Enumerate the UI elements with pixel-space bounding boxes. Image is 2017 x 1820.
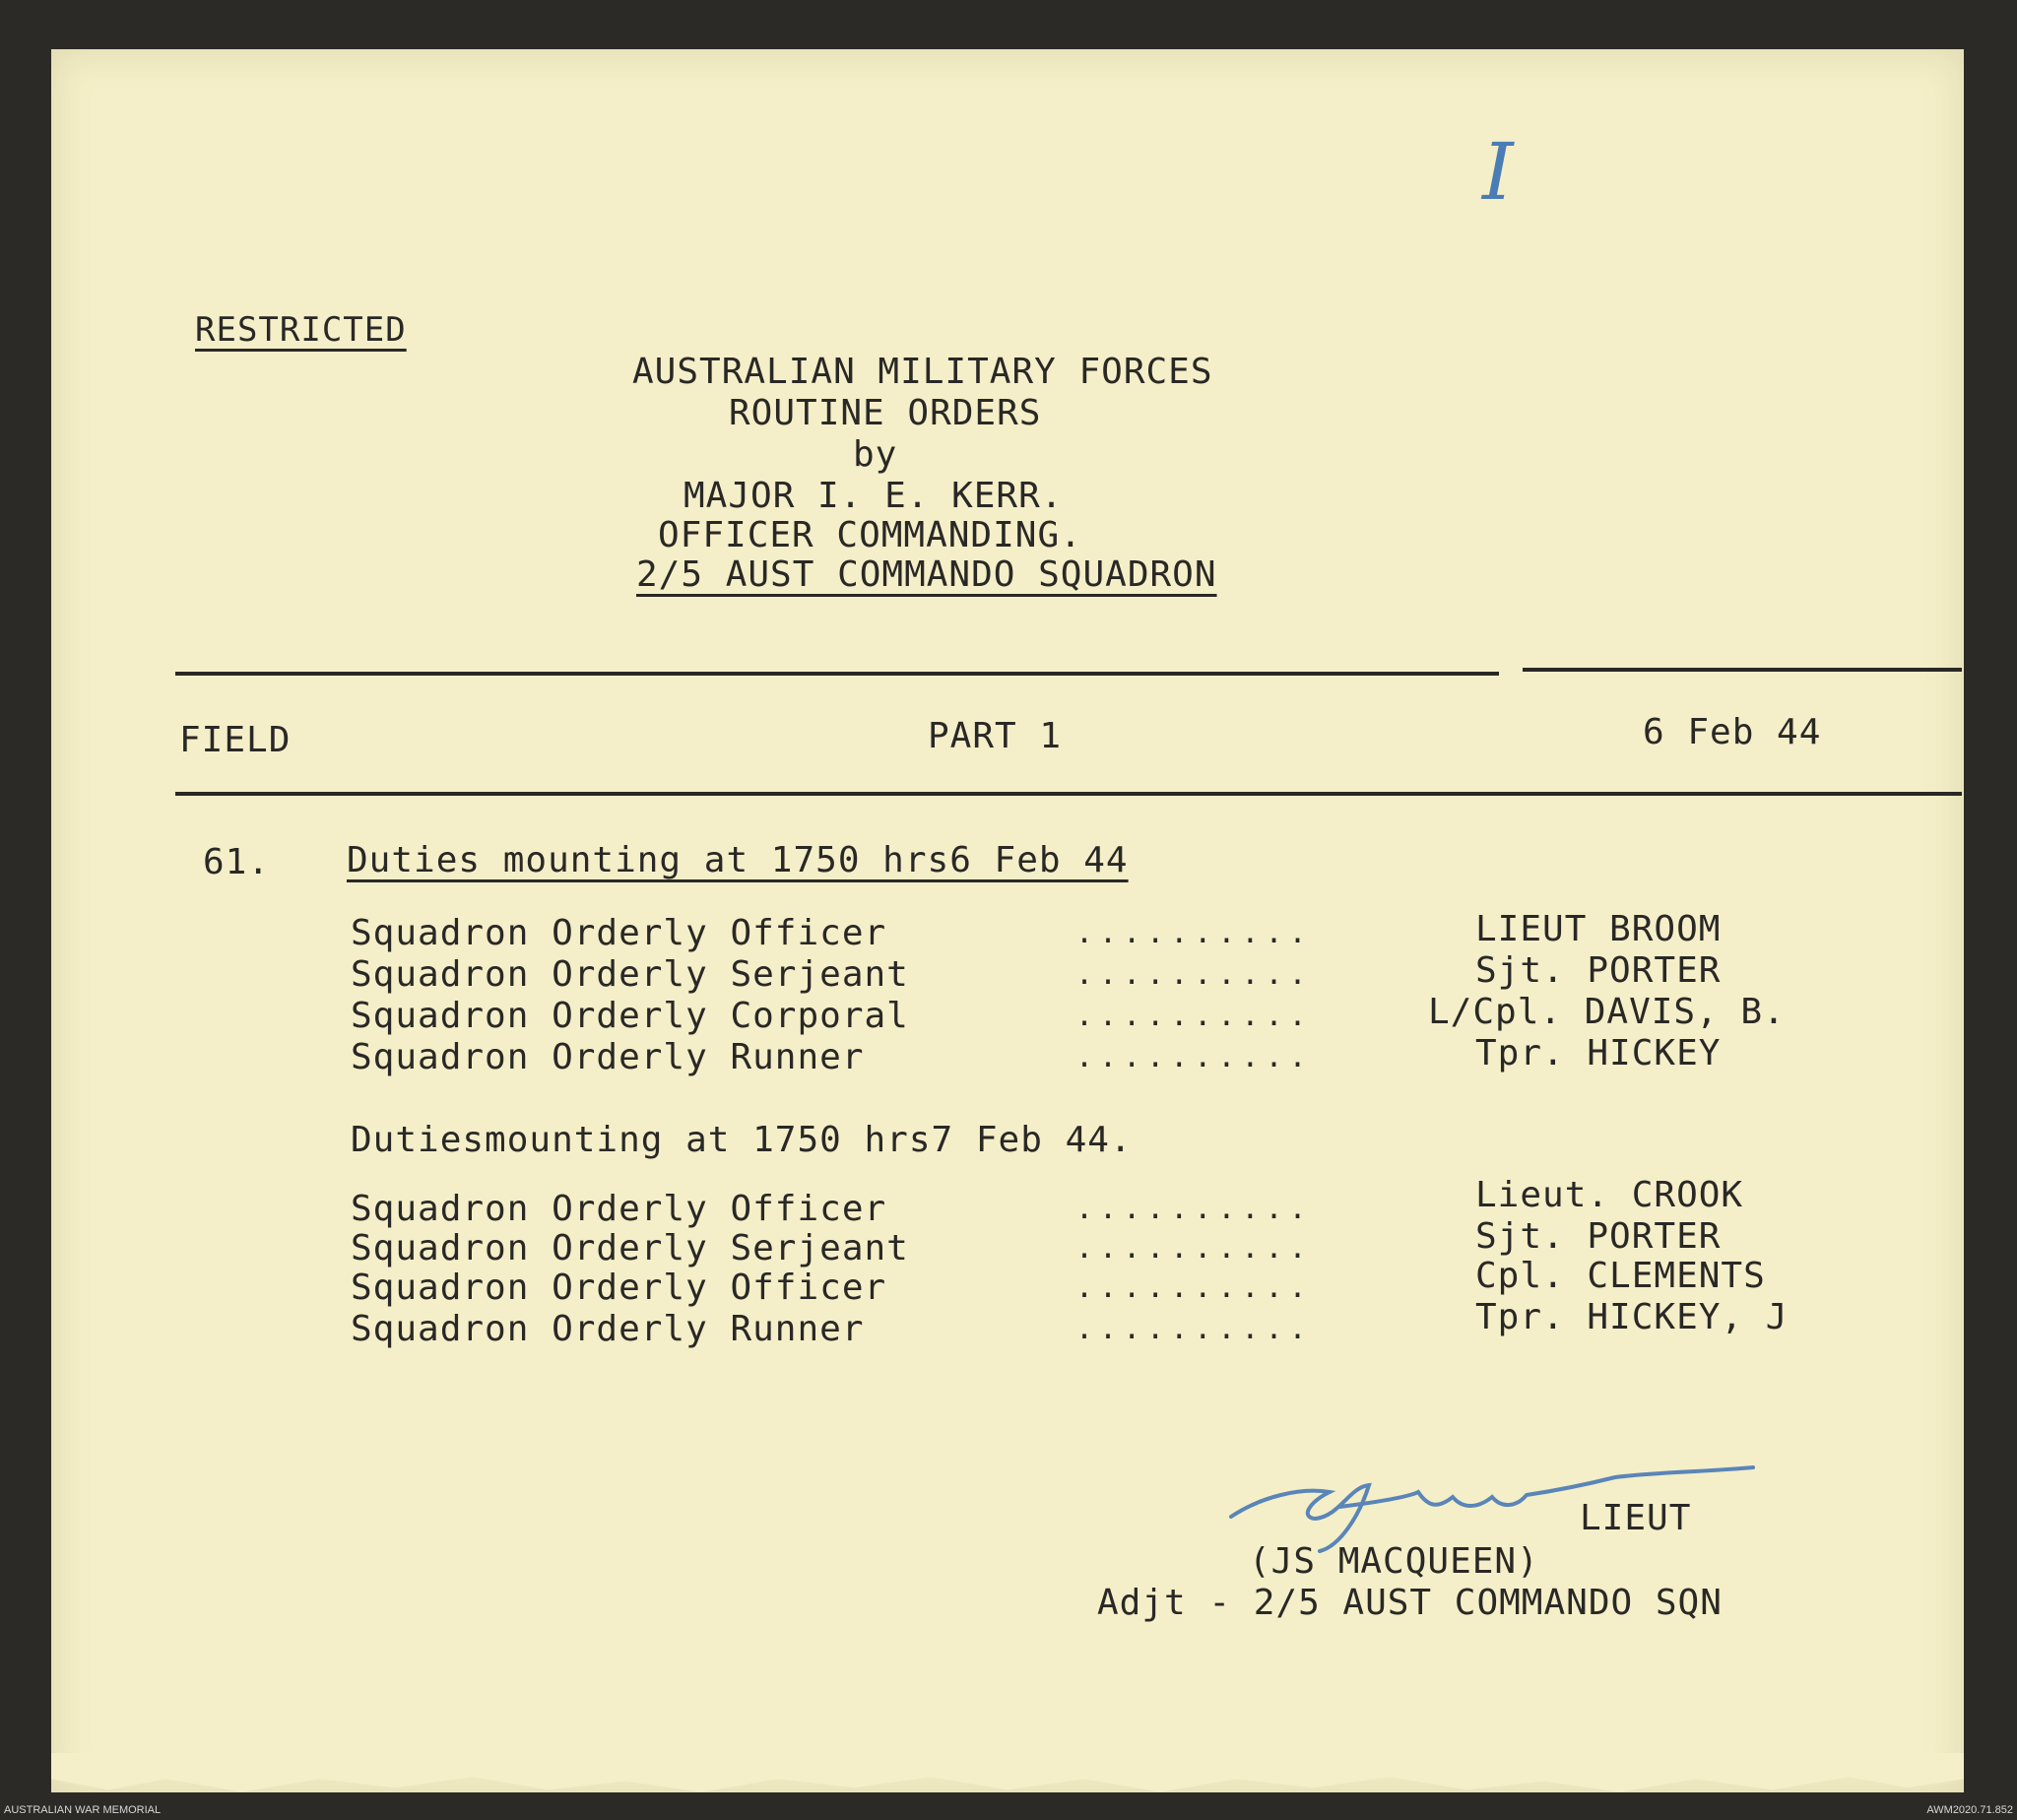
handwritten-page-mark: I <box>1482 126 1514 218</box>
section1-duty-3: Squadron Orderly Corporal <box>351 996 909 1036</box>
leader-dots: .......... <box>1075 916 1313 950</box>
leader-dots: .......... <box>1075 1040 1313 1074</box>
leader-dots: .......... <box>1075 1270 1313 1305</box>
bottom-rule <box>175 792 1962 796</box>
section2-heading: Dutiesmounting at 1750 hrs7 Feb 44. <box>351 1120 1133 1160</box>
section1-duty-2: Squadron Orderly Serjeant <box>351 954 909 995</box>
signature-rank: LIEUT <box>1580 1498 1692 1538</box>
footer-source: AUSTRALIAN WAR MEMORIAL <box>4 1804 162 1816</box>
unit-title: 2/5 AUST COMMANDO SQUADRON <box>636 554 1217 595</box>
section2-duty-4: Squadron Orderly Runner <box>351 1309 865 1349</box>
section2-name-2: Sjt. PORTER <box>1475 1216 1722 1257</box>
signatory-title: Adjt - 2/5 AUST COMMANDO SQN <box>1097 1583 1723 1623</box>
section2-duty-1: Squadron Orderly Officer <box>351 1189 887 1229</box>
section2-duty-3: Squadron Orderly Officer <box>351 1268 887 1308</box>
top-rule-left <box>175 672 1499 676</box>
section2-name-4: Tpr. HICKEY, J <box>1475 1297 1789 1337</box>
header-line-4: MAJOR I. E. KERR. <box>683 476 1064 516</box>
section1-name-3: L/Cpl. DAVIS, B. <box>1428 992 1786 1032</box>
header-line-3: by <box>853 434 898 475</box>
leader-dots: .......... <box>1075 1312 1313 1346</box>
section1-duty-4: Squadron Orderly Runner <box>351 1037 865 1077</box>
section1-name-4: Tpr. HICKEY <box>1475 1033 1722 1073</box>
section1-duty-1: Squadron Orderly Officer <box>351 913 887 953</box>
classification-label: RESTRICTED <box>195 310 407 350</box>
section1-name-1: LIEUT BROOM <box>1475 909 1722 949</box>
part-label: PART 1 <box>928 716 1063 756</box>
leader-dots: .......... <box>1075 957 1313 992</box>
section2-duty-2: Squadron Orderly Serjeant <box>351 1228 909 1268</box>
location-label: FIELD <box>179 720 292 760</box>
section2-name-3: Cpl. CLEMENTS <box>1475 1256 1766 1296</box>
header-line-2: ROUTINE ORDERS <box>729 393 1042 433</box>
section2-name-1: Lieut. CROOK <box>1475 1175 1744 1215</box>
header-line-1: AUSTRALIAN MILITARY FORCES <box>632 352 1213 392</box>
header-line-5: OFFICER COMMANDING. <box>658 515 1082 555</box>
leader-dots: .......... <box>1075 999 1313 1033</box>
date-label: 6 Feb 44 <box>1643 712 1822 752</box>
signatory-name: (JS MACQUEEN) <box>1249 1541 1539 1582</box>
leader-dots: .......... <box>1075 1231 1313 1266</box>
section1-heading: Duties mounting at 1750 hrs6 Feb 44 <box>347 840 1129 880</box>
item-number: 61. <box>203 842 271 882</box>
footer-accession: AWM2020.71.852 <box>1926 1804 2013 1816</box>
top-rule-right <box>1523 668 1962 672</box>
section1-name-2: Sjt. PORTER <box>1475 950 1722 991</box>
leader-dots: .......... <box>1075 1192 1313 1226</box>
